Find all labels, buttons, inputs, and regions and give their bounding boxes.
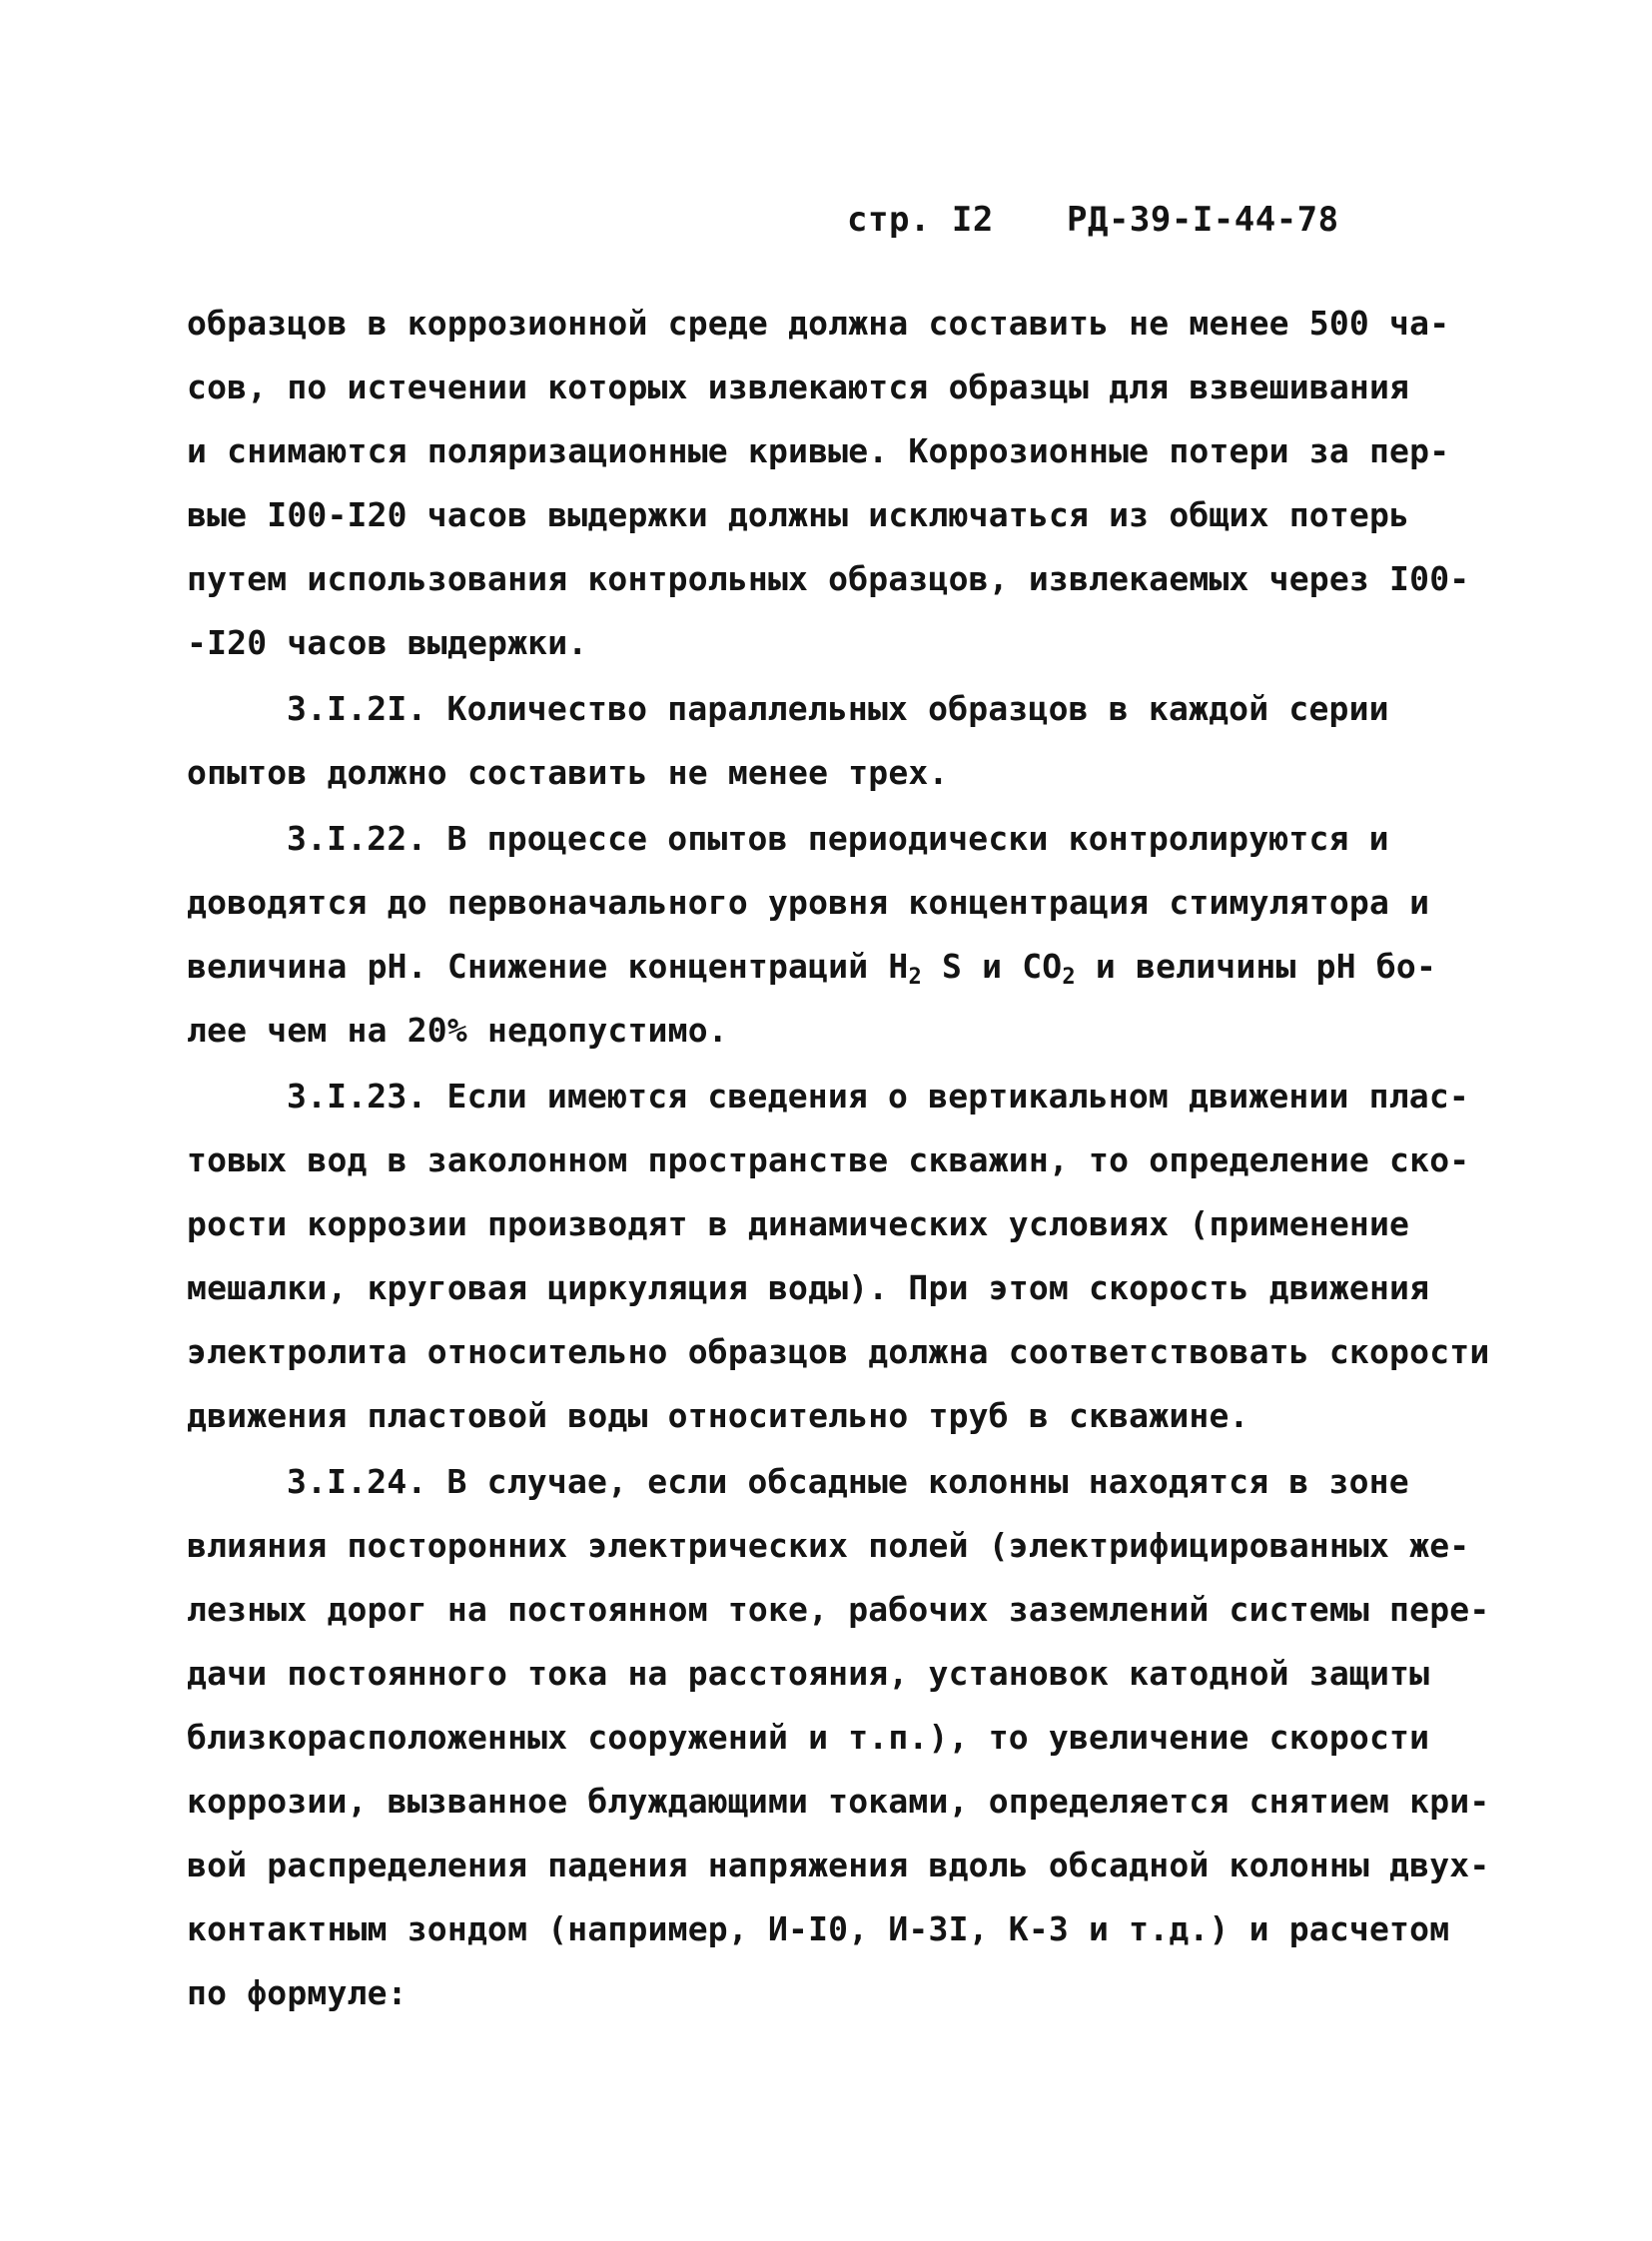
document-code: РД-39-I-44-78 (1067, 200, 1339, 240)
text-line: товых вод в заколонном пространстве скважин, то определение ско- (187, 1140, 1470, 1179)
text-line: рости коррозии производят в динамических условиях (применение (187, 1204, 1410, 1243)
text-line: 3.I.2I. Количество параллельных образцов в каждой серии (287, 689, 1389, 728)
paragraph-3-1-21 (187, 677, 1485, 805)
text-segment: S и СО (921, 947, 1063, 986)
text-line: дачи постоянного тока на расстояния, установок катодной защиты (187, 1654, 1430, 1693)
text-line: образцов в коррозионной среде должна составить не менее 500 ча- (187, 304, 1450, 343)
subscript: 2 (1062, 965, 1076, 990)
text-line: вые I00-I20 часов выдержки должны исключаться из общих потерь (187, 495, 1410, 534)
text-line: -I20 часов выдержки. (187, 623, 588, 662)
text-line: доводятся до первоначального уровня концентрация стимулятора и (187, 883, 1430, 922)
paragraph-3-1-23 (187, 1065, 1490, 1448)
paragraph-3-1-22 (187, 807, 1485, 1063)
text-line: лезных дорог на постоянном токе, рабочих заземлений системы пере- (187, 1590, 1490, 1629)
text-line: вой распределения падения напряжения вдоль обсадной колонны двух- (187, 1846, 1490, 1884)
text-line: контактным зондом (например, И-I0, И-3I, К-3 и т.д.) и расчетом (187, 1909, 1450, 1948)
text-line: 3.I.24. В случае, если обсадные колонны находятся в зоне (287, 1462, 1409, 1501)
text-line: путем использования контрольных образцов, извлекаемых через I00- (187, 559, 1470, 598)
subscript: 2 (908, 965, 922, 990)
text-line: опытов должно составить не менее трех. (187, 753, 949, 792)
text-line: по формуле: (187, 1973, 408, 2012)
text-segment: и величины рН бо- (1075, 947, 1437, 986)
document-body (187, 292, 1490, 2027)
text-line: сов, по истечении которых извлекаются образцы для взвешивания (187, 368, 1410, 406)
paragraph-continuation (187, 292, 1485, 675)
text-line: движения пластовой воды относительно труб в скважине. (187, 1396, 1249, 1435)
page-number: стр. I2 (847, 200, 994, 240)
text-line: 3.I.23. Если имеются сведения о вертикальном движении плас- (287, 1077, 1469, 1116)
text-line-with-formula (187, 935, 1485, 999)
paragraph-3-1-24 (187, 1450, 1490, 2025)
text-line: влияния посторонних электрических полей (электрифицированных же- (187, 1526, 1470, 1565)
text-line: близкорасположенных сооружений и т.п.), то увеличение скорости (187, 1718, 1430, 1757)
text-line: и снимаются поляризационные кривые. Коррозионные потери за пер- (187, 431, 1450, 470)
text-segment: величина рН. Снижение концентраций Н (187, 947, 909, 986)
text-line: 3.I.22. В процессе опытов периодически контролируются и (287, 819, 1389, 858)
text-line: мешалки, круговая циркуляция воды). При этом скорость движения (187, 1268, 1430, 1307)
page-header (0, 200, 1652, 260)
text-line: электролита относительно образцов должна соответствовать скорости (187, 1332, 1490, 1371)
text-line: коррозии, вызванное блуждающими токами, определяется снятием кри- (187, 1782, 1490, 1821)
text-line: лее чем на 20% недопустимо. (187, 1011, 728, 1050)
